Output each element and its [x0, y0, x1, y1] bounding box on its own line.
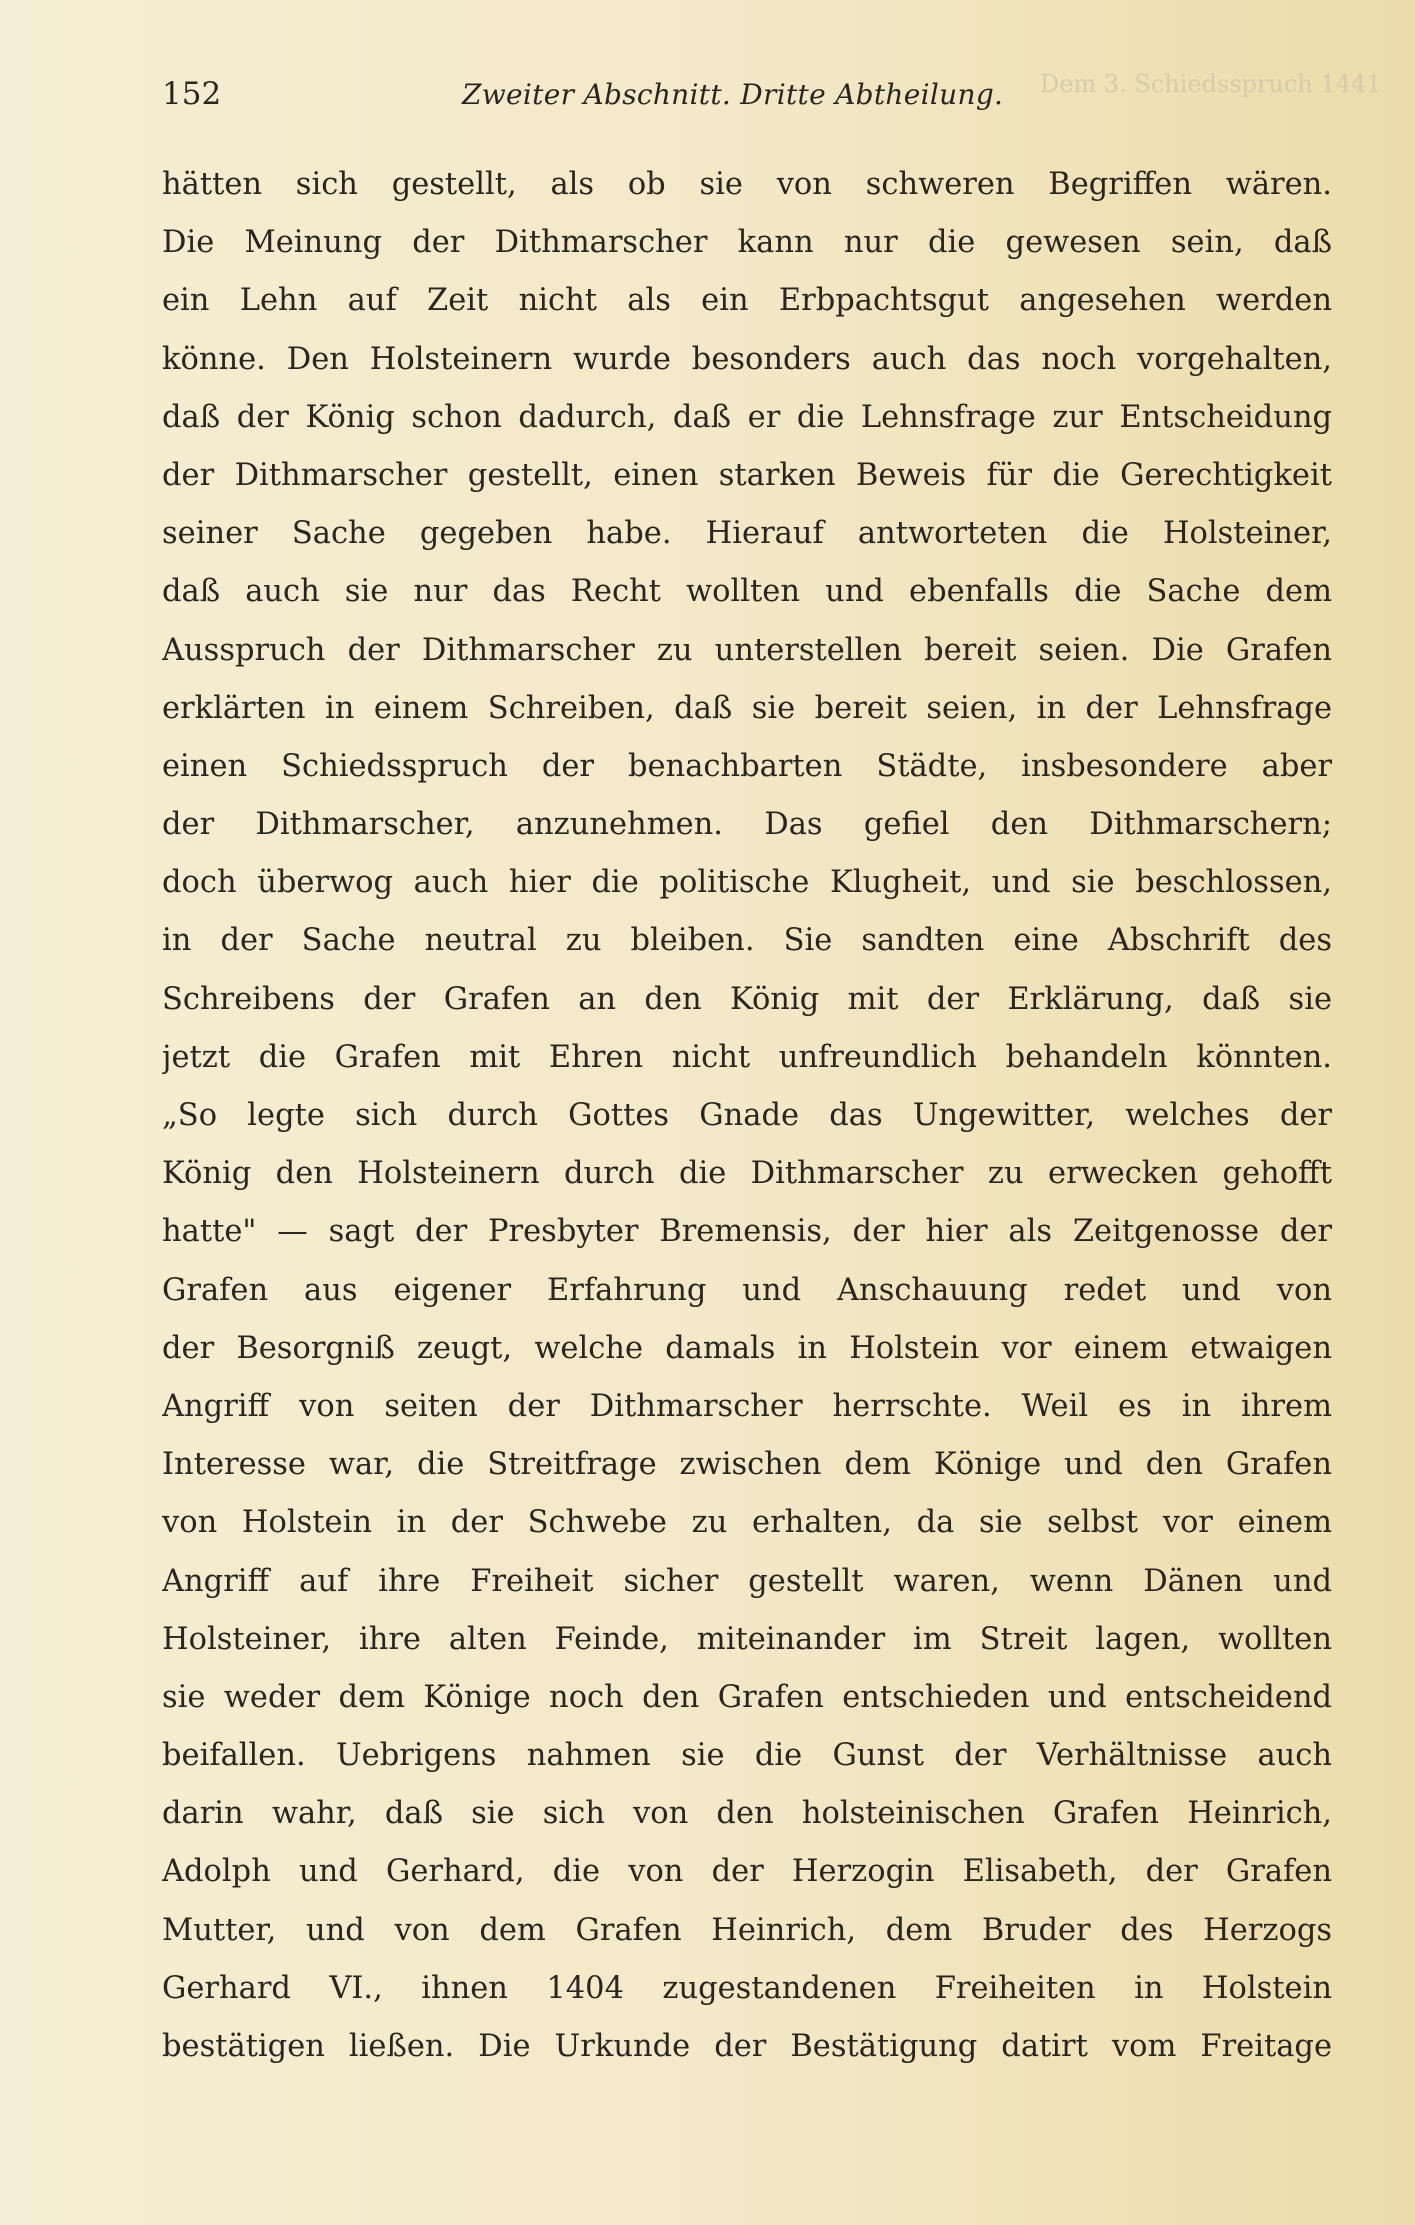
text-line: daß der König schon dadurch, daß er die Lehnsfrage zur Entscheidung: [162, 399, 1332, 435]
text-line: in der Sache neutral zu bleiben. Sie sandten eine Abschrift des: [162, 923, 1332, 959]
text-line: Ausspruch der Dithmarscher zu unterstellen bereit seien. Die Grafen: [162, 632, 1332, 668]
text-line: „So legte sich durch Gottes Gnade das Ungewitter, welches der: [162, 1098, 1332, 1133]
text-line: Angriff von seiten der Dithmarscher herrschte. Weil es in ihrem: [162, 1388, 1332, 1424]
text-line: einen Schiedsspruch der benachbarten Städte, insbesondere aber: [162, 748, 1332, 784]
text-line: seiner Sache gegeben habe. Hierauf antworteten die Holsteiner,: [162, 516, 1332, 552]
text-line: beifallen. Uebrigens nahmen sie die Gunst der Verhältnisse auch: [162, 1738, 1332, 1774]
text-line: ein Lehn auf Zeit nicht als ein Erbpachtsgut angesehen werden: [162, 283, 1332, 319]
text-line: bestätigen ließen. Die Urkunde der Bestätigung datirt vom Freitage: [162, 2029, 1332, 2064]
text-line: daß auch sie nur das Recht wollten und ebenfalls die Sache dem: [162, 574, 1332, 610]
text-line: Adolph und Gerhard, die von der Herzogin Elisabeth, der Grafen: [162, 1854, 1332, 1890]
text-line: hätten sich gestellt, als ob sie von schweren Begriffen wären.: [162, 167, 1332, 202]
text-line: jetzt die Grafen mit Ehren nicht unfreundlich behandeln könnten.: [162, 1039, 1332, 1075]
text-line: erklärten in einem Schreiben, daß sie bereit seien, in der Lehnsfrage: [162, 690, 1332, 726]
text-line: Grafen aus eigener Erfahrung und Anschauung redet und von: [162, 1272, 1332, 1308]
text-line: König den Holsteinern durch die Dithmarscher zu erwecken gehofft: [162, 1156, 1332, 1192]
text-line: Interesse war, die Streitfrage zwischen dem Könige und den Grafen: [162, 1447, 1332, 1483]
text-line: könne. Den Holsteinern wurde besonders auch das noch vorgehalten,: [162, 341, 1332, 377]
text-line: Mutter, und von dem Grafen Heinrich, dem Bruder des Herzogs: [162, 1912, 1332, 1948]
page-header: [162, 76, 1062, 126]
text-line: hatte" — sagt der Presbyter Bremensis, der hier als Zeitgenosse der: [162, 1214, 1332, 1250]
page-number: 152: [162, 76, 222, 112]
bleed-through-text: Dem 3. Schiedsspruch 1441: [1040, 70, 1382, 98]
text-line: der Besorgniß zeugt, welche damals in Holstein vor einem etwaigen: [162, 1330, 1332, 1366]
text-line: darin wahr, daß sie sich von den holsteinischen Grafen Heinrich,: [162, 1796, 1332, 1832]
text-line: Gerhard VI., ihnen 1404 zugestandenen Freiheiten in Holstein: [162, 1970, 1332, 2006]
text-line: der Dithmarscher, anzunehmen. Das gefiel den Dithmarschern;: [162, 807, 1332, 843]
text-line: Angriff auf ihre Freiheit sicher gestellt waren, wenn Dänen und: [162, 1563, 1332, 1599]
text-line: der Dithmarscher gestellt, einen starken Beweis für die Gerechtigkeit: [162, 457, 1332, 493]
text-line: sie weder dem Könige noch den Grafen entschieden und entscheidend: [162, 1679, 1332, 1715]
text-line: Schreibens der Grafen an den König mit der Erklärung, daß sie: [162, 981, 1332, 1017]
text-line: Die Meinung der Dithmarscher kann nur die gewesen sein, daß: [162, 225, 1332, 261]
text-line: Holsteiner, ihre alten Feinde, miteinander im Streit lagen, wollten: [162, 1621, 1332, 1657]
body-text: [162, 156, 1332, 2076]
text-line: doch überwog auch hier die politische Klugheit, und sie beschlossen,: [162, 865, 1332, 901]
text-line: von Holstein in der Schwebe zu erhalten, da sie selbst vor einem: [162, 1505, 1332, 1541]
running-title: Zweiter Abschnitt. Dritte Abtheilung.: [462, 78, 1004, 111]
